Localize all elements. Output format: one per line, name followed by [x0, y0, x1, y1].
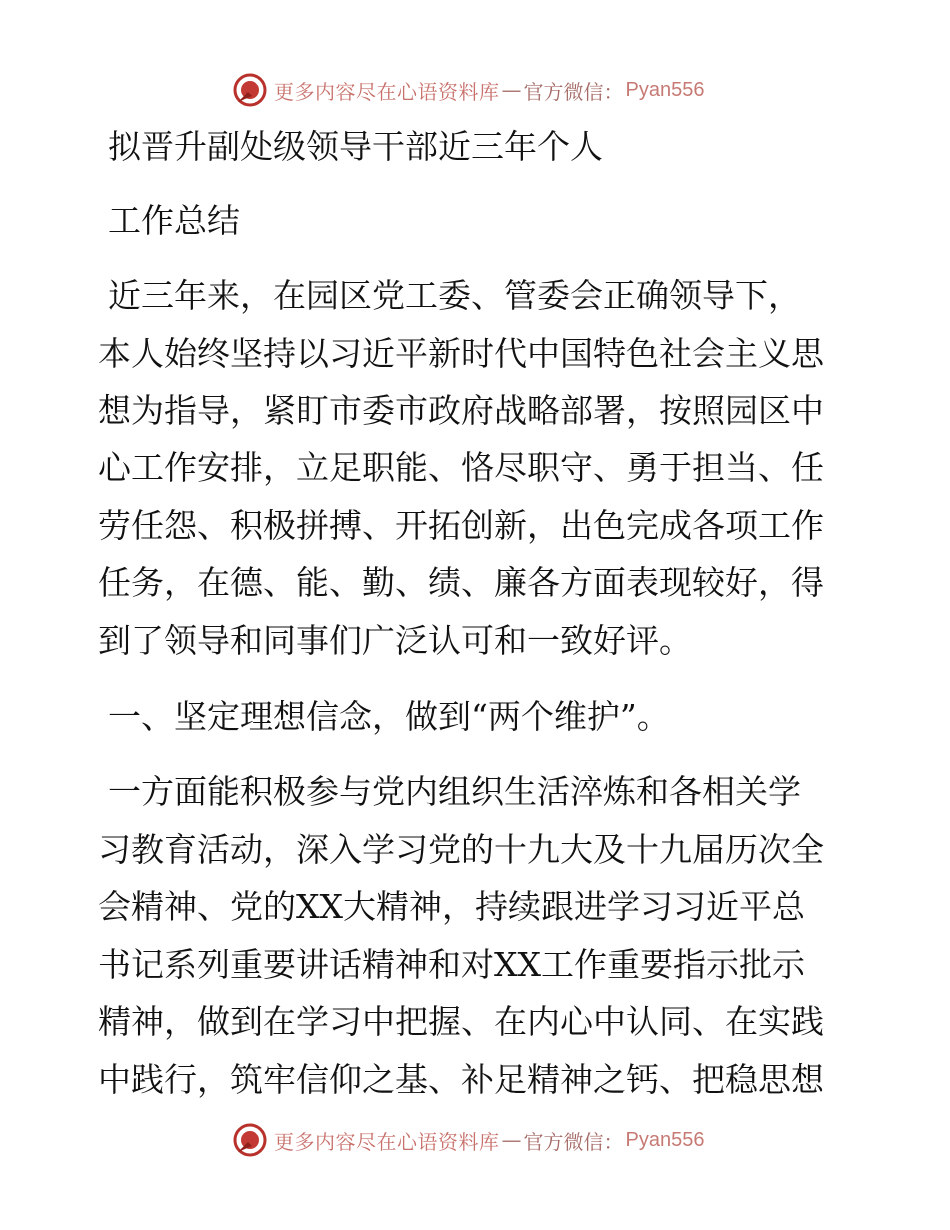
paragraph-line: 习教育活动，深入学习党的十九大及十九届历次全 [98, 830, 824, 869]
pen-logo-icon [232, 72, 268, 108]
watermark-banner-bottom [232, 1120, 704, 1160]
watermark-text: 更多内容尽在心语资料库 [274, 1129, 500, 1154]
paragraph-line: 到了领导和同事们广泛认可和一致好评。 [98, 621, 692, 660]
paragraph-line: 会精神、党的XX大精神，持续跟进学习习近平总 [98, 887, 805, 926]
paragraph-line: 任务，在德、能、勤、绩、廉各方面表现较好，得 [98, 563, 824, 602]
paragraph-line: 劳任怨、积极拼搏、开拓创新，出色完成各项工作 [98, 506, 824, 545]
paragraph-line: 精神，做到在学习中把握、在内心中认同、在实践 [98, 1002, 824, 1041]
section-heading: 一、坚定理想信念，做到“两个维护”。 [108, 697, 670, 736]
paragraph-line: 一方面能积极参与党内组织生活淬炼和各相关学 [108, 772, 801, 811]
watermark-banner-top [232, 70, 704, 110]
paragraph-line: 本人始终坚持以习近平新时代中国特色社会主义思 [98, 334, 824, 373]
pen-logo-icon [232, 1122, 268, 1158]
watermark-wechat-label: 官方微信： [523, 79, 624, 104]
paragraph-line: 想为指导，紧盯市委市政府战略部署，按照园区中 [98, 391, 824, 430]
document-title-line-2: 工作总结 [108, 201, 240, 240]
paragraph-line: 近三年来，在园区党工委、管委会正确领导下， [108, 276, 801, 315]
paragraph-line: 书记系列重要讲话精神和对XX工作重要指示批示 [98, 945, 805, 984]
watermark-wechat-id: Pyan556 [625, 78, 705, 101]
watermark-wechat-label: 官方微信： [523, 1129, 624, 1154]
paragraph-line: 心工作安排，立足职能、恪尽职守、勇于担当、任 [98, 448, 824, 487]
watermark-separator: — [501, 78, 522, 102]
document-title-line-1: 拟晋升副处级领导干部近三年个人 [108, 127, 603, 166]
paragraph-line: 中践行，筑牢信仰之基、补足精神之钙、把稳思想 [98, 1060, 824, 1099]
watermark-wechat-id: Pyan556 [625, 1128, 705, 1151]
watermark-text: 更多内容尽在心语资料库 [274, 79, 500, 104]
watermark-separator: — [501, 1128, 522, 1152]
